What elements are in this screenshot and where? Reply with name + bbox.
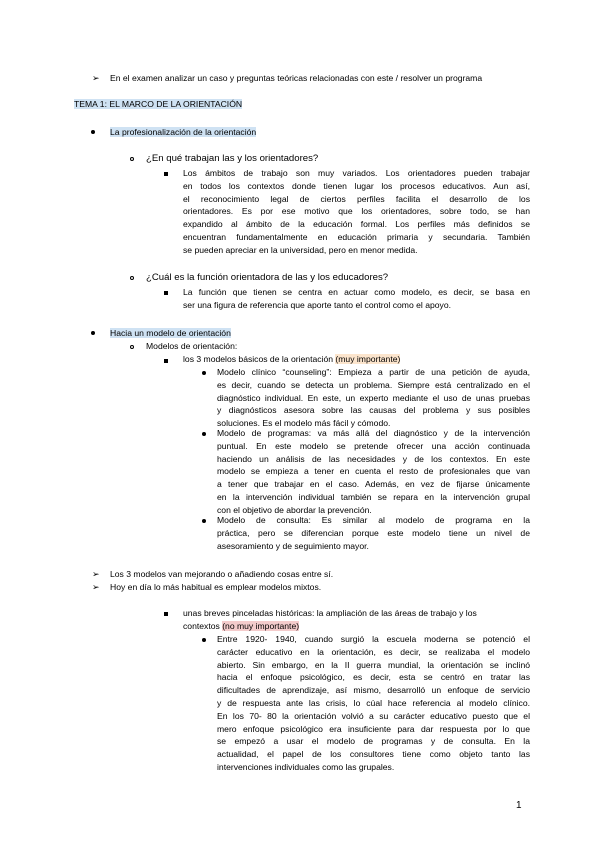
bullet-dot-icon	[91, 331, 95, 335]
model-clinico	[217, 366, 530, 430]
text-line: mero enfoque psicológico era insuficiente para dar respuesta por lo que	[217, 723, 530, 734]
arrow-bullet-icon: ➢	[92, 569, 100, 579]
text-line: Entre 1920- 1940, cuando surgió la escuela moderna se potenció el	[217, 634, 530, 644]
section2-heading	[110, 327, 231, 339]
bullet-circle-icon	[130, 345, 134, 349]
arrow-bullet-icon: ➢	[92, 73, 100, 83]
text-line: se pueden apreciar en la universidad, pero en menor medida.	[183, 244, 418, 255]
text-line: La función que tienen se centra en actuar como modelo, es decir, se basa en	[183, 287, 530, 297]
text-line: Modelo de programas: va más allá del diagnóstico y de la intervención	[217, 428, 530, 438]
text-line: soluciones. Es el modelo más fácil y cómodo.	[217, 418, 391, 429]
models-tag: (muy importante)	[335, 354, 401, 364]
text-line: Modelo de consulta: Es similar al modelo de programa en la	[217, 515, 530, 525]
bullet-dot-icon	[202, 432, 206, 436]
text-line: expandido al ámbito de la educación formal. Los perfiles más definidos se	[183, 219, 530, 230]
q2-answer	[183, 286, 530, 312]
history-tag: (no muy importante)	[222, 621, 300, 631]
text-line: modelo se empieza a tener en cuenta el resto de profesionales que van	[217, 466, 530, 477]
bullet-dot-icon	[91, 130, 95, 134]
text-line: ser una figura de referencia que aporte tanto el control como el apoyo.	[183, 299, 452, 310]
arrow-bullet-icon: ➢	[92, 582, 100, 592]
text-line: a tener que trabajar en el caso. Además, en vez de fijarse únicamente	[217, 479, 530, 490]
text-line: diagnóstico individual. En este, un experto mediante el uso de unas pruebas	[217, 392, 530, 403]
bullet-circle-icon	[130, 276, 134, 280]
model-programas	[217, 427, 530, 517]
text-line: haciendo un análisis de las necesidades y de los contextos. En este	[217, 453, 530, 464]
text-line: orientadores. Es por ese motivo que los orientadores, sobre todo, se han	[183, 206, 530, 217]
section1-heading-text: La profesionalización de la orientación	[110, 127, 257, 137]
question-2: ¿Cuál es la función orientadora de las y los educadores?	[146, 272, 389, 283]
text-line: encuentran fundamentalmente en educación primaria y secundaria. También	[183, 231, 530, 242]
text-line: dificultades de aprendizaje, así mismo, desarrolló un enfoque de servicio	[217, 685, 530, 696]
arrow-line-1: Los 3 modelos van mejorando o añadiendo cosas entre sí.	[110, 569, 334, 579]
q1-answer	[183, 167, 530, 257]
text-line: Modelo clínico “counseling”: Empieza a partir de una petición de ayuda,	[217, 367, 530, 377]
question-1: ¿En qué trabajan las y los orientadores?	[146, 153, 319, 164]
text-line: Los ámbitos de trabajo son muy variados. Los orientadores pueden trabajar	[183, 168, 530, 178]
bullet-circle-icon	[130, 157, 134, 161]
section2-heading-text: Hacia un modelo de orientación	[110, 328, 231, 338]
text-line: y diagnósticos asesora sobre las causas del problema y sus posibles	[217, 405, 530, 416]
text-line: actualidad, el papel de los consultores tiene como objeto tanto las	[217, 749, 530, 760]
text-line: En los 70- 80 la orientación volvió a su carácter educativo puesto que el	[217, 710, 530, 721]
text-line: hacia el enfoque psicológico, es decir, esta se centró en tratar las	[217, 672, 530, 683]
bullet-dot-icon	[202, 371, 206, 375]
bullet-square-icon	[164, 172, 168, 176]
models-intro-text: los 3 modelos básicos de la orientación	[183, 354, 334, 364]
text-line: práctica, pero se diferencian porque este modelo tiene un nivel de	[217, 527, 530, 538]
intro-line: En el examen analizar un caso y preguntas teóricas relacionadas con este / resolver un programa	[110, 73, 483, 83]
bullet-dot-icon	[202, 519, 206, 523]
text-line: el reconocimiento legal de ciertos perfiles facilita el desarrollo de los	[183, 193, 530, 204]
text-line: abierto. Sin embargo, en la II guerra mundial, la orientación se inclinó	[217, 659, 530, 670]
text-line: se empezó a usar el modelo de programas y de consulta. En la	[217, 736, 530, 747]
models-intro	[183, 353, 400, 365]
bullet-square-icon	[164, 612, 168, 616]
page-number: 1	[516, 800, 522, 811]
text-line: en la intervención individual también se repara en la intervención grupal	[217, 491, 530, 502]
models-subheading: Modelos de orientación:	[146, 341, 238, 351]
section1-heading	[110, 126, 256, 138]
history-paragraph	[217, 633, 530, 774]
text-line: carácter educativo en la orientación, es decir, se realizaba el modelo	[217, 646, 530, 657]
arrow-line-2: Hoy en día lo más habitual es emplear modelos mixtos.	[110, 582, 322, 592]
history-intro-1: unas breves pinceladas históricas: la ampliación de las áreas de trabajo y los	[183, 608, 477, 618]
tema-title: TEMA 1: EL MARCO DE LA ORIENTACIÓN	[74, 99, 243, 109]
text-line: puntual. En este modelo se pretende ofrecer una acción continuada	[217, 440, 530, 451]
text-line: con el objetivo de abordar la prevención.	[217, 504, 372, 515]
bullet-dot-icon	[202, 638, 206, 642]
text-line: intervenciones individuales como las grupales.	[217, 761, 395, 772]
bullet-square-icon	[164, 291, 168, 295]
text-line: es decir, cuando se detecta un problema. Siempre está centralizado en el	[217, 379, 530, 390]
text-line: y de respuesta ante las crisis, lo cúal hace referencia al modelo clínico.	[217, 697, 530, 708]
history-intro-2-text: contextos	[183, 621, 220, 631]
text-line: asesoramiento y de seguimiento mayor.	[217, 540, 369, 551]
bullet-square-icon	[164, 359, 168, 363]
model-consulta	[217, 514, 530, 552]
history-intro-2	[183, 620, 299, 632]
page-title	[74, 98, 242, 110]
text-line: en todos los contextos donde tienen lugar los procesos educativos. Aun así,	[183, 180, 530, 191]
